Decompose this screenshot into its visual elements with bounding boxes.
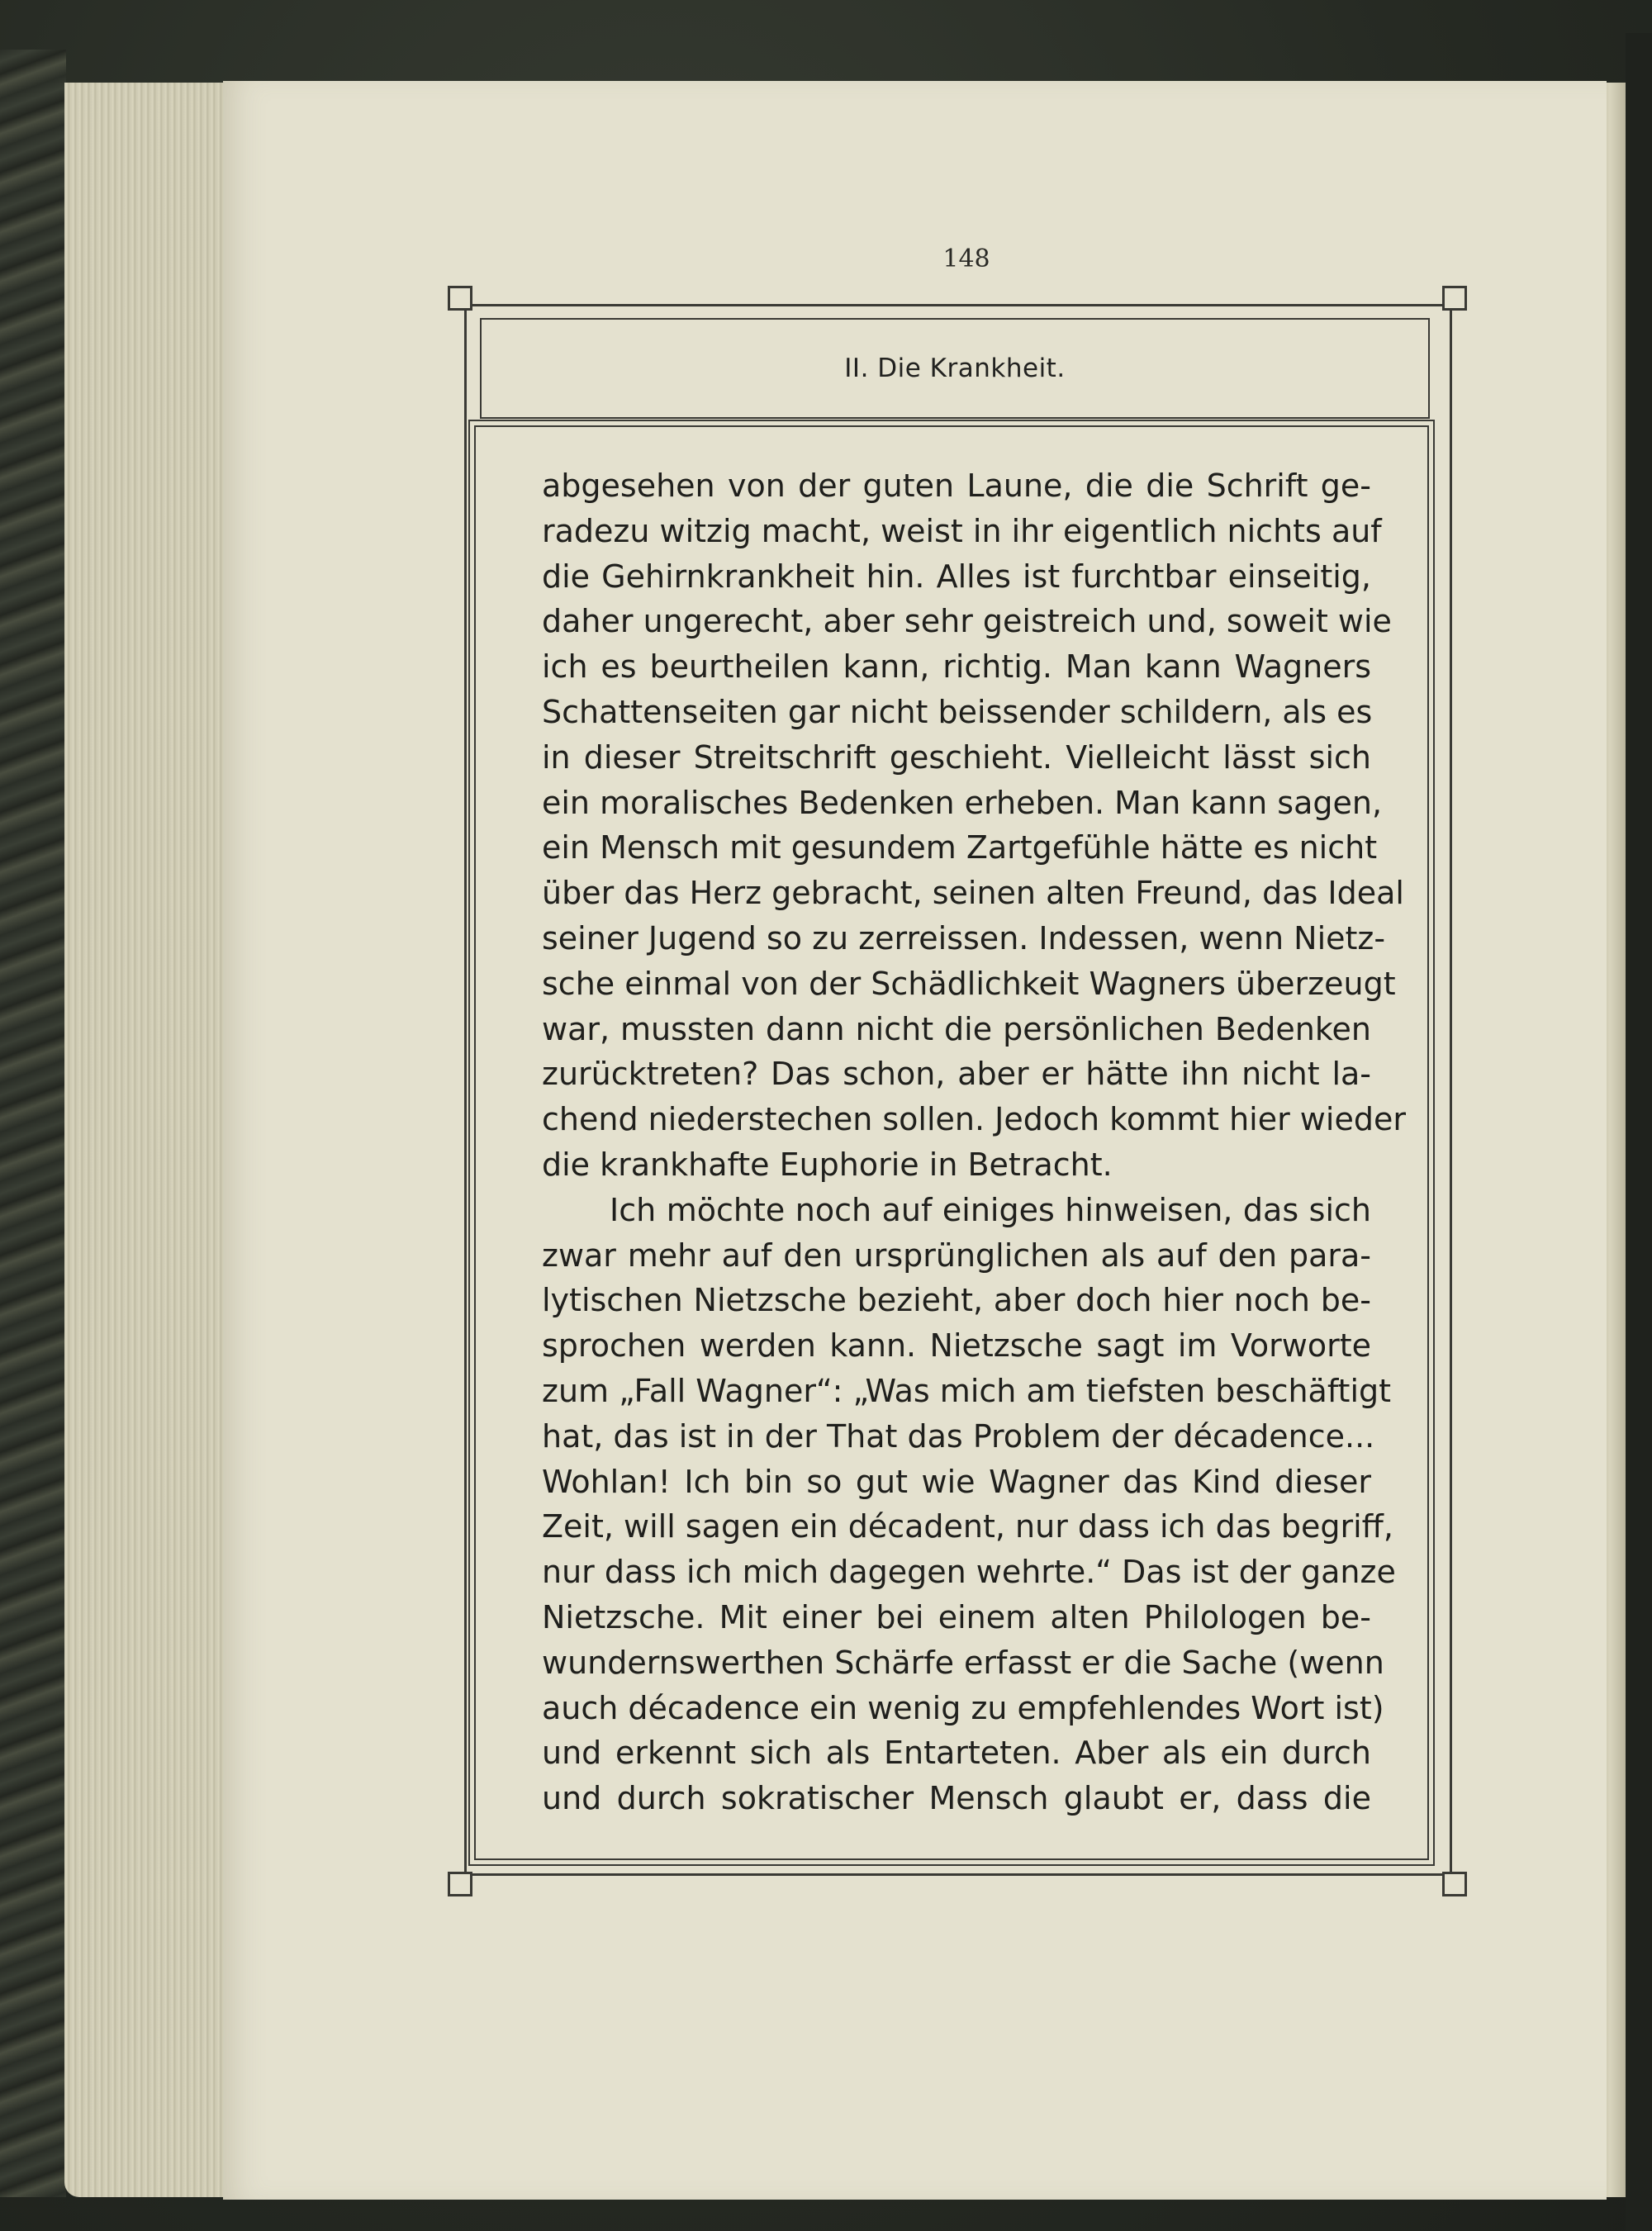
text-line: ein Mensch mit gesundem Zartgefühle hätte es nicht (542, 829, 1378, 866)
text-line: radezu witzig macht, weist in ihr eigentlich nichts auf (542, 512, 1382, 549)
text-line: auch décadence ein wenig zu empfehlendes Wort ist) (542, 1689, 1384, 1726)
running-head: II. Die Krankheit. (844, 354, 1066, 383)
text-line: in dieser Streitschrift geschieht. Vielleicht lässt sich (542, 738, 1371, 776)
text-line: Ich möchte noch auf einiges hinweisen, das sich (610, 1191, 1371, 1228)
text-line: wundernswerthen Schärfe erfasst er die Sache (wenn (542, 1644, 1384, 1681)
frame-corner-ornament (448, 1872, 472, 1896)
frame-line-right (1450, 304, 1452, 1873)
frame-line-top (464, 304, 1452, 306)
frame-line-left (464, 304, 467, 1873)
book-cover-left-edge (0, 50, 66, 2197)
text-line: Nietzsche. Mit einer bei einem alten Philologen be- (542, 1598, 1371, 1635)
text-line: die krankhafte Euphorie in Betracht. (542, 1146, 1113, 1183)
text-line: daher ungerecht, aber sehr geistreich und, soweit wie (542, 603, 1392, 640)
text-line: und erkennt sich als Entarteten. Aber als ein durch (542, 1735, 1371, 1772)
text-line: ein moralisches Bedenken erheben. Man kann sagen, (542, 784, 1383, 821)
running-head-box (480, 318, 1430, 419)
text-line: war, mussten dann nicht die persönlichen Bedenken (542, 1010, 1371, 1047)
frame-corner-ornament (1442, 286, 1467, 311)
text-line: zwar mehr auf den ursprünglichen als auf den para- (542, 1237, 1371, 1274)
text-line: Schattenseiten gar nicht beissender schildern, als es (542, 693, 1373, 730)
text-line: nur dass ich mich dagegen wehrte.“ Das ist der ganze (542, 1554, 1396, 1591)
text-line: seiner Jugend so zu zerreissen. Indessen, wenn Nietz- (542, 919, 1386, 956)
text-line: die Gehirnkrankheit hin. Alles ist furchtbar einseitig, (542, 558, 1371, 595)
text-line: chend niederstechen sollen. Jedoch kommt hier wieder (542, 1101, 1406, 1138)
frame-corner-ornament (448, 286, 472, 311)
text-line: abgesehen von der guten Laune, die die Schrift ge- (542, 468, 1371, 504)
text-line: lytischen Nietzsche bezieht, aber doch hier noch be- (542, 1282, 1371, 1319)
text-line: und durch sokratischer Mensch glaubt er, dass die (542, 1780, 1371, 1817)
page-stack-edges (64, 83, 230, 2197)
body-text (542, 463, 1406, 1821)
text-line: zurücktreten? Das schon, aber er hätte ihn nicht la- (542, 1056, 1371, 1093)
text-line: sprochen werden kann. Nietzsche sagt im Vorworte (542, 1327, 1371, 1365)
page-number: 148 (942, 244, 990, 273)
text-line: über das Herz gebracht, seinen alten Freund, das Ideal (542, 875, 1404, 912)
text-line: hat, das ist in der That das Problem der décadence... (542, 1417, 1375, 1455)
text-line: Zeit, will sagen ein décadent, nur dass ich das begriff, (542, 1508, 1393, 1545)
frame-line-bottom (464, 1873, 1452, 1876)
text-line: Wohlan! Ich bin so gut wie Wagner das Kind dieser (542, 1463, 1371, 1500)
book-cover-right-edge (1626, 33, 1652, 2231)
frame-corner-ornament (1442, 1872, 1467, 1896)
text-line: ich es beurtheilen kann, richtig. Man kann Wagners (542, 648, 1371, 686)
text-line: zum „Fall Wagner“: „Was mich am tiefsten beschäftigt (542, 1372, 1392, 1409)
text-line: sche einmal von der Schädlichkeit Wagners überzeugt (542, 965, 1396, 1002)
